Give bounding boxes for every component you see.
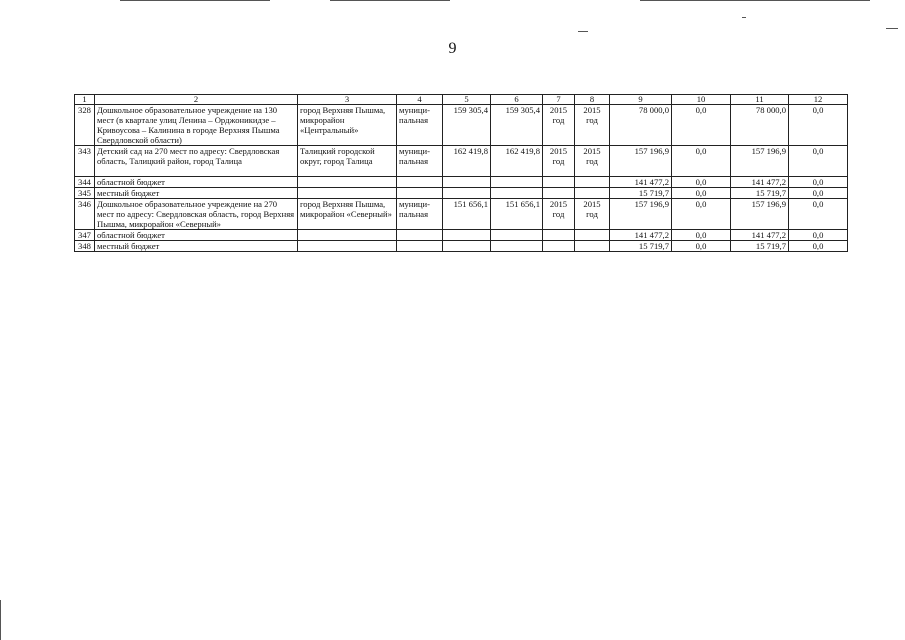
column-header: 11 xyxy=(731,95,789,105)
ownership: муници-пальная xyxy=(397,146,443,177)
amount-total: 15 719,7 xyxy=(610,188,672,199)
row-number: 328 xyxy=(75,105,95,146)
amount-col11: 157 196,9 xyxy=(731,146,789,177)
amount-col10: 0,0 xyxy=(672,105,731,146)
column-header: 1 xyxy=(75,95,95,105)
start-year xyxy=(543,177,575,188)
start-year xyxy=(543,241,575,252)
amount-col11: 15 719,7 xyxy=(731,188,789,199)
location: город Верхняя Пышма, микрорайон «Северный» xyxy=(298,199,397,230)
column-header: 7 xyxy=(543,95,575,105)
cost-remaining xyxy=(491,188,543,199)
amount-col11: 78 000,0 xyxy=(731,105,789,146)
cost-estimate xyxy=(443,241,491,252)
object-name: Дошкольное образовательное учреждение на 130 мест (в квартале улиц Ленина – Орджоникидзе – Кривоусова – Калинина в городе Верхняя Пышма Свердловской области) xyxy=(95,105,298,146)
location xyxy=(298,188,397,199)
end-year: 2015 год xyxy=(575,105,610,146)
amount-col12: 0,0 xyxy=(789,199,848,230)
table-row xyxy=(75,105,848,146)
cost-remaining xyxy=(491,241,543,252)
row-number: 344 xyxy=(75,177,95,188)
ownership: муници-пальная xyxy=(397,105,443,146)
table-row xyxy=(75,199,848,230)
amount-col11: 157 196,9 xyxy=(731,199,789,230)
ownership xyxy=(397,230,443,241)
row-number: 345 xyxy=(75,188,95,199)
cost-remaining xyxy=(491,177,543,188)
budget-table xyxy=(74,94,848,252)
start-year: 2015 год xyxy=(543,105,575,146)
object-name: областной бюджет xyxy=(95,230,298,241)
column-header: 8 xyxy=(575,95,610,105)
table-row xyxy=(75,241,848,252)
scan-artifact xyxy=(330,0,450,1)
amount-total: 157 196,9 xyxy=(610,146,672,177)
amount-col12: 0,0 xyxy=(789,105,848,146)
scan-artifact xyxy=(742,17,746,18)
cost-estimate xyxy=(443,188,491,199)
header-row xyxy=(75,95,848,105)
start-year xyxy=(543,188,575,199)
table-row xyxy=(75,177,848,188)
location xyxy=(298,241,397,252)
object-name: местный бюджет xyxy=(95,188,298,199)
page-number: 9 xyxy=(448,40,457,57)
end-year: 2015 год xyxy=(575,199,610,230)
cost-remaining: 159 305,4 xyxy=(491,105,543,146)
amount-col12: 0,0 xyxy=(789,188,848,199)
amount-col12: 0,0 xyxy=(789,177,848,188)
location xyxy=(298,177,397,188)
column-header: 5 xyxy=(443,95,491,105)
amount-col11: 15 719,7 xyxy=(731,241,789,252)
cost-estimate: 159 305,4 xyxy=(443,105,491,146)
ownership xyxy=(397,188,443,199)
location xyxy=(298,230,397,241)
row-number: 348 xyxy=(75,241,95,252)
column-header: 12 xyxy=(789,95,848,105)
row-number: 343 xyxy=(75,146,95,177)
amount-total: 141 477,2 xyxy=(610,230,672,241)
table-row xyxy=(75,146,848,177)
cost-estimate: 151 656,1 xyxy=(443,199,491,230)
location: Талицкий городской округ, город Талица xyxy=(298,146,397,177)
amount-col10: 0,0 xyxy=(672,188,731,199)
end-year: 2015 год xyxy=(575,146,610,177)
column-header: 10 xyxy=(672,95,731,105)
scan-artifact xyxy=(0,600,1,640)
ownership xyxy=(397,241,443,252)
row-number: 346 xyxy=(75,199,95,230)
object-name: Дошкольное образовательное учреждение на 270 мест по адресу: Свердловская область, город Верхняя Пышма, микрорайон «Северный» xyxy=(95,199,298,230)
end-year xyxy=(575,241,610,252)
amount-col12: 0,0 xyxy=(789,230,848,241)
amount-col10: 0,0 xyxy=(672,177,731,188)
column-header: 6 xyxy=(491,95,543,105)
column-header: 3 xyxy=(298,95,397,105)
cost-remaining xyxy=(491,230,543,241)
amount-col12: 0,0 xyxy=(789,241,848,252)
cost-estimate: 162 419,8 xyxy=(443,146,491,177)
object-name: местный бюджет xyxy=(95,241,298,252)
scan-artifact xyxy=(640,0,870,1)
object-name: областной бюджет xyxy=(95,177,298,188)
cost-remaining: 162 419,8 xyxy=(491,146,543,177)
table-row xyxy=(75,188,848,199)
scan-artifact xyxy=(886,28,898,29)
end-year xyxy=(575,177,610,188)
start-year: 2015 год xyxy=(543,146,575,177)
amount-col12: 0,0 xyxy=(789,146,848,177)
scan-artifact xyxy=(578,31,588,32)
column-header: 9 xyxy=(610,95,672,105)
row-number: 347 xyxy=(75,230,95,241)
column-header: 2 xyxy=(95,95,298,105)
location: город Верхняя Пышма, микрорайон «Центральный» xyxy=(298,105,397,146)
amount-col10: 0,0 xyxy=(672,241,731,252)
table-row xyxy=(75,230,848,241)
start-year xyxy=(543,230,575,241)
amount-col10: 0,0 xyxy=(672,230,731,241)
amount-col11: 141 477,2 xyxy=(731,230,789,241)
amount-col10: 0,0 xyxy=(672,146,731,177)
cost-remaining: 151 656,1 xyxy=(491,199,543,230)
amount-total: 78 000,0 xyxy=(610,105,672,146)
column-header: 4 xyxy=(397,95,443,105)
amount-col11: 141 477,2 xyxy=(731,177,789,188)
end-year xyxy=(575,188,610,199)
amount-col10: 0,0 xyxy=(672,199,731,230)
end-year xyxy=(575,230,610,241)
ownership: муници-пальная xyxy=(397,199,443,230)
cost-estimate xyxy=(443,177,491,188)
amount-total: 157 196,9 xyxy=(610,199,672,230)
amount-total: 141 477,2 xyxy=(610,177,672,188)
amount-total: 15 719,7 xyxy=(610,241,672,252)
scan-artifact xyxy=(120,0,270,1)
object-name: Детский сад на 270 мест по адресу: Свердловская область, Талицкий район, город Талица xyxy=(95,146,298,177)
ownership xyxy=(397,177,443,188)
start-year: 2015 год xyxy=(543,199,575,230)
cost-estimate xyxy=(443,230,491,241)
